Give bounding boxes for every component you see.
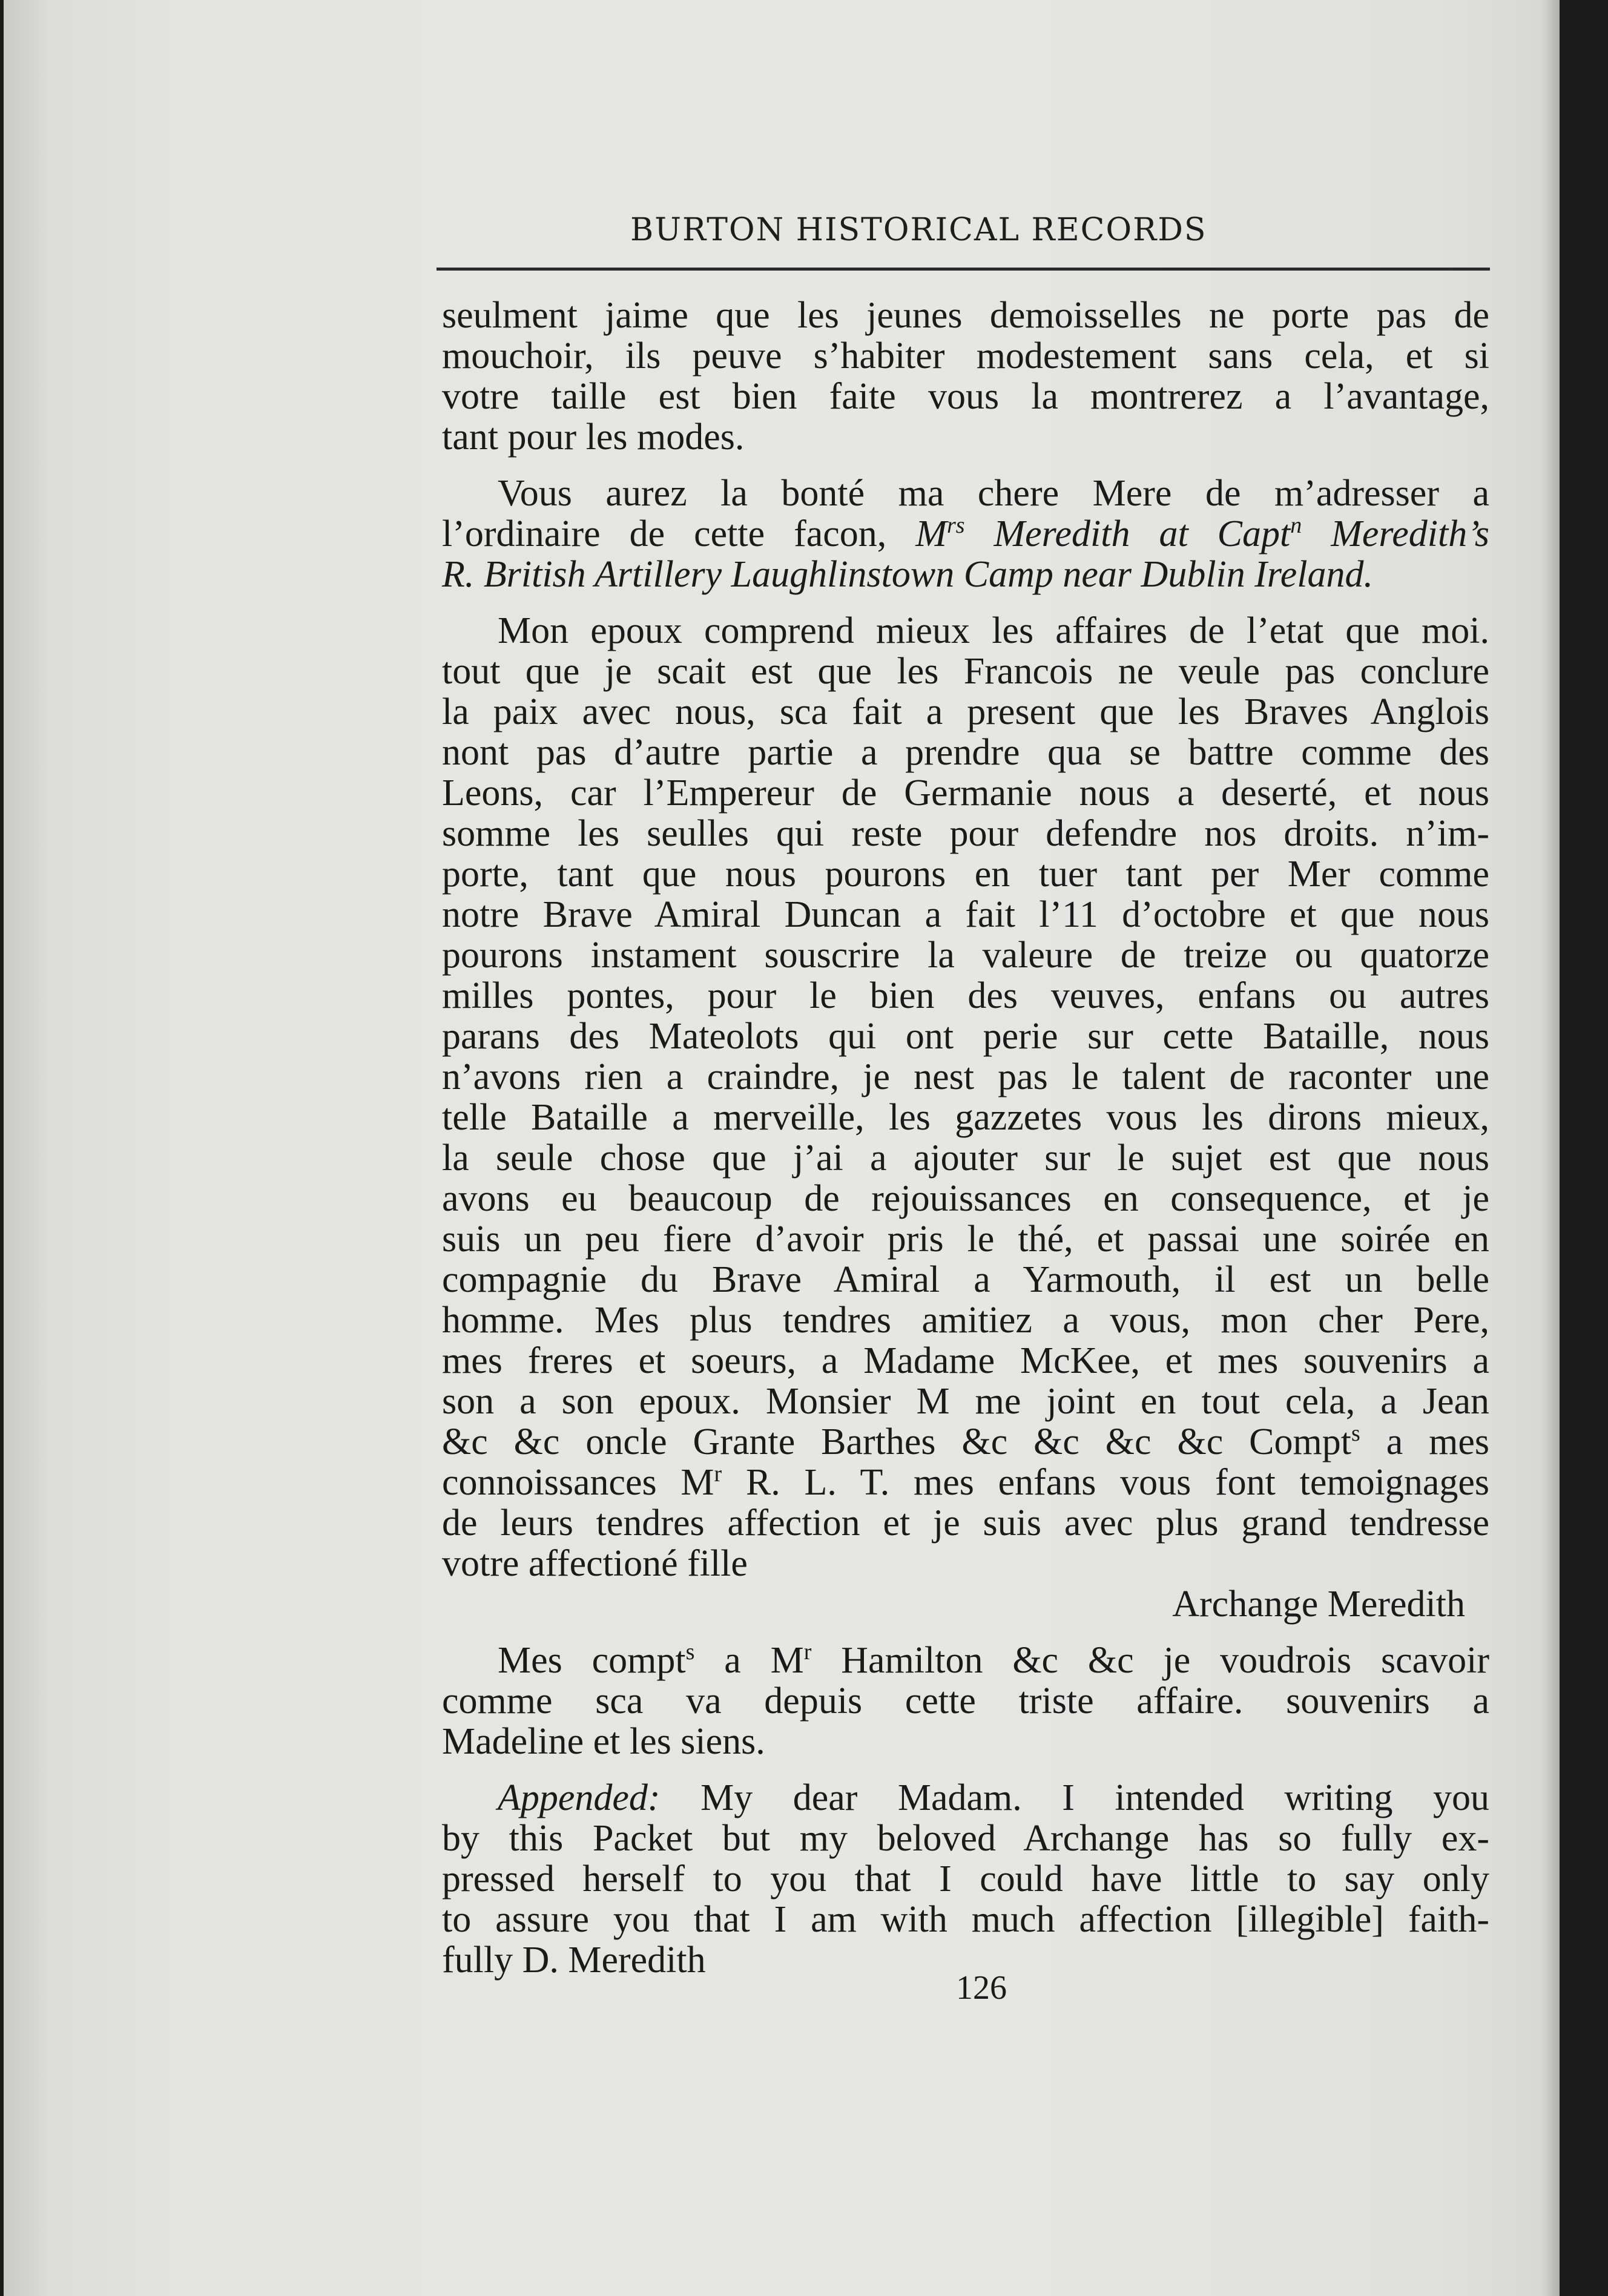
text-line: Vous aurez la bonté ma chere Mere de m’adresser a <box>498 473 1489 514</box>
text-line <box>442 1462 1489 1503</box>
text-line <box>442 1778 1489 1818</box>
text-part: Hamilton &c &c je voudrois scavoir <box>841 1640 1490 1681</box>
text-line: mes freres et soeurs, a Madame McKee, et mes souvenirs a <box>442 1340 1489 1381</box>
text-line: son a son epoux. Monsier M me joint en tout cela, a Jean <box>442 1381 1489 1422</box>
text-line: somme les seulles qui reste pour defendre nos droits. n’im- <box>442 813 1489 854</box>
text-part: Mes compt <box>498 1640 686 1681</box>
text-line: milles pontes, pour le bien des veuves, enfans ou autres <box>442 975 1489 1016</box>
text-part: &c &c oncle Grante Barthes &c &c &c &c Compt <box>442 1421 1351 1462</box>
page-edge-shadow <box>1541 0 1560 2296</box>
text-line: Leons, car l’Empereur de Germanie nous a deserté, et nous <box>442 772 1489 814</box>
text-line: porte, tant que nous pourons en tuer tant per Mer comme <box>442 854 1489 895</box>
text-line: suis un peu fiere d’avoir pris le thé, et passai une soirée en <box>442 1219 1489 1260</box>
text-line-address <box>442 514 1489 554</box>
text-line: tant pour les modes. <box>442 416 745 458</box>
text-line: votre affectioné fille <box>442 1543 748 1584</box>
text-line: de leurs tendres affection et je suis avec plus grand tendresse <box>442 1502 1489 1544</box>
text-line: by this Packet but my beloved Archange has so fully ex- <box>442 1818 1489 1859</box>
text-part: R. L. T. mes enfans vous font temoignages <box>745 1462 1489 1503</box>
text-part: connoissances M <box>442 1462 714 1503</box>
text-line: notre Brave Amiral Duncan a fait l’11 d’octobre et que nous <box>442 894 1489 935</box>
text-line: la seule chose que j’ai a ajouter sur le sujet est que nous <box>442 1137 1489 1179</box>
text-line: la paix avec nous, sca fait a present que les Braves Anglois <box>442 691 1489 732</box>
text-line: pressed herself to you that I could have little to say only <box>442 1858 1489 1900</box>
text-line: Mon epoux comprend mieux les affaires de l’etat que moi. <box>498 610 1489 651</box>
superscript: s <box>1351 1421 1360 1446</box>
text-line <box>442 1422 1489 1462</box>
header-rule <box>437 268 1490 271</box>
text-part: My dear Madam. I intended writing you <box>700 1777 1489 1818</box>
page-number: 126 <box>956 1969 1007 2007</box>
text-line: nont pas d’autre partie a prendre qua se battre comme des <box>442 732 1489 773</box>
text-line: homme. Mes plus tendres amitiez a vous, mon cher Pere, <box>442 1300 1489 1341</box>
text-line: n’avons rien a craindre, je nest pas le talent de raconter une <box>442 1056 1489 1097</box>
text-line: seulment jaime que les jeunes demoisselles ne porte pas de <box>442 295 1489 336</box>
text-line: avons eu beaucoup de rejouissances en consequence, et je <box>442 1178 1489 1219</box>
text-line: Madeline et les siens. <box>442 1721 765 1762</box>
address-name: Meredith at Capt <box>993 513 1291 554</box>
text-line <box>442 1640 1489 1681</box>
superscript: rs <box>946 513 965 538</box>
book-page <box>4 0 1560 2296</box>
text-line: telle Bataille a merveille, les gazzetes vous les dirons mieux, <box>442 1097 1489 1138</box>
superscript: n <box>1290 513 1302 538</box>
address-location: R. British Artillery Laughlinstown Camp near Dublin Ireland. <box>442 554 1373 595</box>
signature: Archange Meredith <box>1172 1584 1465 1625</box>
text-line: tout que je scait est que les Francois ne veule pas conclure <box>442 651 1489 692</box>
text-line: parans des Mateolots qui ont perie sur cette Bataille, nous <box>442 1016 1489 1057</box>
text-line <box>442 554 1489 595</box>
body-text <box>442 295 1489 1981</box>
address-name-end: Meredith’s <box>1331 513 1489 554</box>
superscript: s <box>685 1639 695 1665</box>
running-head: BURTON HISTORICAL RECORDS <box>630 212 1207 248</box>
text-line: fully D. Meredith <box>442 1939 706 1981</box>
appended-label: Appended: <box>498 1777 661 1818</box>
address-title: M <box>915 513 947 554</box>
text-part: a mes <box>1386 1421 1490 1462</box>
text-line: comme sca va depuis cette triste affaire. souvenirs a <box>442 1680 1489 1722</box>
text-part: a M <box>724 1640 804 1681</box>
text-line: compagnie du Brave Amiral a Yarmouth, il est un belle <box>442 1259 1489 1300</box>
text-line: mouchoir, ils peuve s’habiter modestement sans cela, et si <box>442 335 1489 377</box>
text-line: pourons instament souscrire la valeure de treize ou quatorze <box>442 935 1489 976</box>
text-line: to assure you that I am with much affection [illegible] faith- <box>442 1899 1489 1940</box>
address-intro: l’ordinaire de cette facon, <box>442 513 887 554</box>
text-line: votre taille est bien faite vous la montrerez a l’avantage, <box>442 376 1489 417</box>
superscript: r <box>714 1461 722 1487</box>
superscript: r <box>803 1639 812 1665</box>
